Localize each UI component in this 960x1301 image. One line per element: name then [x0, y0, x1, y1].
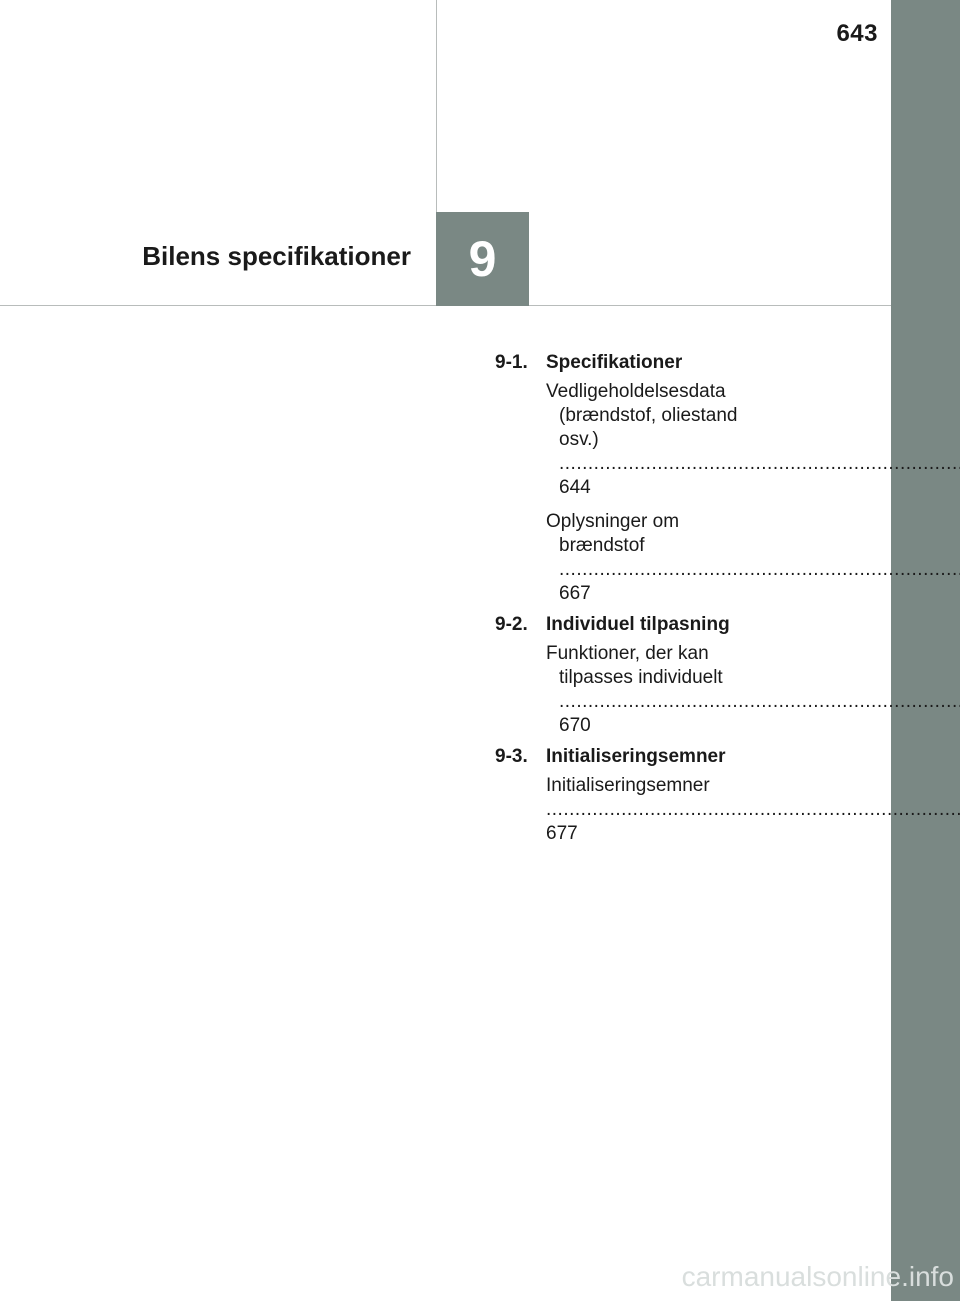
dot-leader — [546, 799, 960, 820]
entry-text: osv.) — [559, 429, 599, 450]
dot-leader — [559, 453, 960, 474]
page-number: 643 — [836, 20, 878, 47]
vertical-divider — [436, 0, 437, 212]
section-title[interactable]: Specifikationer — [546, 352, 683, 373]
dot-leader — [559, 559, 960, 580]
toc-entry[interactable] — [546, 642, 832, 738]
entry-line: Oplysninger om — [546, 511, 680, 532]
dot-leader — [559, 691, 960, 712]
entry-line: (brændstof, oliestand — [559, 405, 738, 426]
chapter-number-box — [436, 212, 529, 306]
toc-entry[interactable] — [546, 774, 832, 846]
entry-page: 677 — [546, 823, 578, 844]
entry-line: Vedligeholdelsesdata — [546, 381, 726, 402]
table-of-contents — [495, 350, 832, 846]
toc-entry[interactable] — [546, 510, 832, 606]
entry-text: Initialiseringsemner — [546, 775, 710, 796]
chapter-number: 9 — [468, 231, 497, 287]
toc-section-9-2 — [495, 612, 832, 738]
entry-page: 667 — [559, 583, 591, 604]
entry-page: 670 — [559, 715, 591, 736]
watermark: carmanualsonline.info — [681, 1261, 954, 1292]
section-title[interactable]: Initialiseringsemner — [546, 746, 726, 767]
chapter-title: Bilens specifikationer — [142, 241, 411, 271]
toc-entry[interactable] — [546, 380, 832, 500]
entry-page: 644 — [559, 477, 591, 498]
entry-text: brændstof — [559, 535, 645, 556]
section-number: 9-2. — [495, 614, 528, 635]
chapter-side-tab — [891, 0, 960, 1301]
entry-line: Funktioner, der kan — [546, 643, 709, 664]
toc-section-9-3 — [495, 744, 832, 846]
entry-text: tilpasses individuelt — [559, 667, 723, 688]
toc-section-9-1 — [495, 350, 832, 606]
section-number: 9-3. — [495, 746, 528, 767]
section-title[interactable]: Individuel tilpasning — [546, 614, 730, 635]
section-number: 9-1. — [495, 352, 528, 373]
